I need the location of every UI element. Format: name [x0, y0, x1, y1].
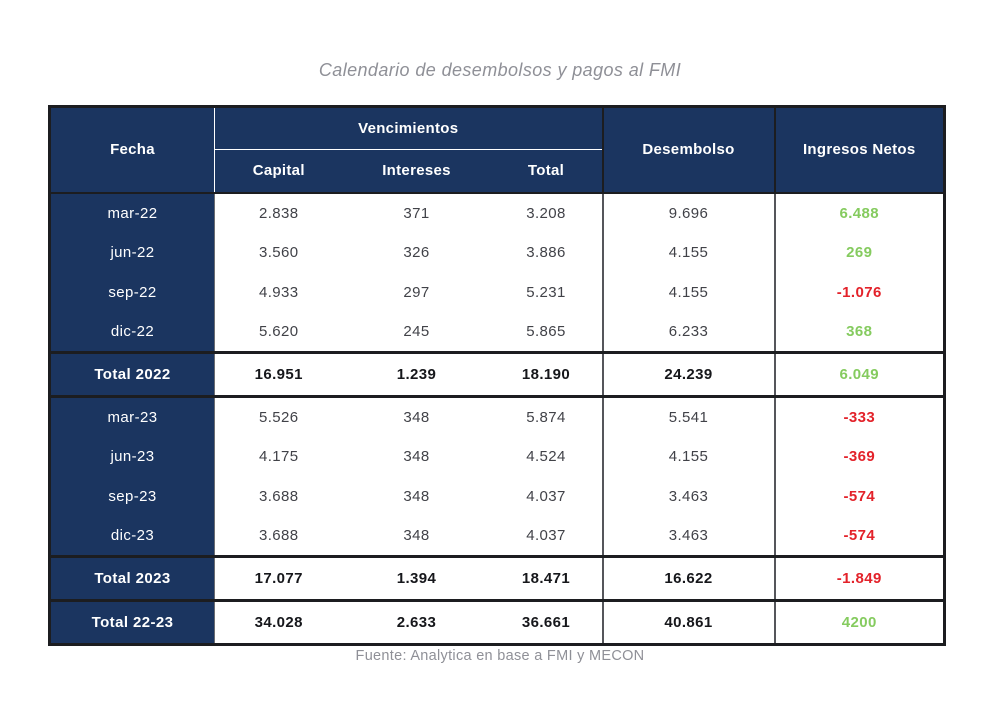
capital-cell: 17.077 [215, 557, 343, 601]
source-caption: Fuente: Analytica en base a FMI y MECON [355, 648, 645, 664]
total-cell: 3.886 [491, 233, 603, 273]
capital-cell: 4.933 [215, 273, 343, 313]
total-row [50, 601, 945, 645]
col-header-vencimientos: Vencimientos [215, 107, 603, 150]
intereses-cell: 245 [343, 313, 491, 353]
page-title: Calendario de desembolsos y pagos al FMI [318, 60, 682, 80]
desembolso-cell: 6.233 [603, 313, 775, 353]
capital-cell: 3.560 [215, 233, 343, 273]
desembolso-cell: 4.155 [603, 233, 775, 273]
desembolso-cell: 16.622 [603, 557, 775, 601]
total-cell: 4.037 [491, 477, 603, 517]
table-row [50, 397, 945, 437]
ingresos-netos-cell: -333 [775, 397, 945, 437]
desembolso-cell: 9.696 [603, 193, 775, 233]
intereses-cell: 348 [343, 437, 491, 477]
row-label: Total 2023 [50, 557, 215, 601]
table-row [50, 313, 945, 353]
row-label: dic-23 [50, 517, 215, 557]
table-body [50, 193, 945, 645]
table-row [50, 273, 945, 313]
table-row [50, 193, 945, 233]
col-header-fecha: Fecha [50, 107, 215, 193]
desembolso-cell: 3.463 [603, 517, 775, 557]
capital-cell: 2.838 [215, 193, 343, 233]
total-cell: 5.874 [491, 397, 603, 437]
ingresos-netos-cell: -369 [775, 437, 945, 477]
ingresos-netos-cell: -574 [775, 517, 945, 557]
intereses-cell: 348 [343, 477, 491, 517]
ingresos-netos-cell: -1.076 [775, 273, 945, 313]
capital-cell: 3.688 [215, 517, 343, 557]
row-label: mar-23 [50, 397, 215, 437]
intereses-cell: 326 [343, 233, 491, 273]
total-cell: 5.865 [491, 313, 603, 353]
table-row [50, 517, 945, 557]
capital-cell: 5.620 [215, 313, 343, 353]
desembolso-cell: 40.861 [603, 601, 775, 645]
capital-cell: 34.028 [215, 601, 343, 645]
row-label: Total 2022 [50, 353, 215, 397]
intereses-cell: 348 [343, 397, 491, 437]
ingresos-netos-cell: 6.049 [775, 353, 945, 397]
total-cell: 4.037 [491, 517, 603, 557]
table-header [50, 107, 945, 193]
data-table [48, 105, 946, 646]
total-cell: 18.471 [491, 557, 603, 601]
desembolso-cell: 4.155 [603, 273, 775, 313]
col-header-capital: Capital [215, 150, 343, 193]
desembolso-cell: 4.155 [603, 437, 775, 477]
table-row [50, 437, 945, 477]
intereses-cell: 348 [343, 517, 491, 557]
intereses-cell: 297 [343, 273, 491, 313]
total-row [50, 353, 945, 397]
total-cell: 36.661 [491, 601, 603, 645]
total-cell: 4.524 [491, 437, 603, 477]
intereses-cell: 2.633 [343, 601, 491, 645]
table-row [50, 233, 945, 273]
col-header-desembolso: Desembolso [603, 107, 775, 193]
total-cell: 18.190 [491, 353, 603, 397]
total-row [50, 557, 945, 601]
row-label: dic-22 [50, 313, 215, 353]
total-cell: 5.231 [491, 273, 603, 313]
row-label: sep-23 [50, 477, 215, 517]
row-label: sep-22 [50, 273, 215, 313]
col-header-ingresos-netos: Ingresos Netos [775, 107, 945, 193]
col-header-total: Total [491, 150, 603, 193]
row-label: jun-23 [50, 437, 215, 477]
ingresos-netos-cell: -1.849 [775, 557, 945, 601]
ingresos-netos-cell: 269 [775, 233, 945, 273]
desembolso-cell: 5.541 [603, 397, 775, 437]
row-label: mar-22 [50, 193, 215, 233]
ingresos-netos-cell: -574 [775, 477, 945, 517]
total-cell: 3.208 [491, 193, 603, 233]
intereses-cell: 371 [343, 193, 491, 233]
col-header-intereses: Intereses [343, 150, 491, 193]
row-label: Total 22-23 [50, 601, 215, 645]
desembolso-cell: 24.239 [603, 353, 775, 397]
intereses-cell: 1.394 [343, 557, 491, 601]
capital-cell: 3.688 [215, 477, 343, 517]
capital-cell: 4.175 [215, 437, 343, 477]
table-row [50, 477, 945, 517]
row-label: jun-22 [50, 233, 215, 273]
capital-cell: 5.526 [215, 397, 343, 437]
intereses-cell: 1.239 [343, 353, 491, 397]
header-row-top [50, 107, 945, 150]
desembolso-cell: 3.463 [603, 477, 775, 517]
ingresos-netos-cell: 368 [775, 313, 945, 353]
capital-cell: 16.951 [215, 353, 343, 397]
ingresos-netos-cell: 6.488 [775, 193, 945, 233]
ingresos-netos-cell: 4200 [775, 601, 945, 645]
